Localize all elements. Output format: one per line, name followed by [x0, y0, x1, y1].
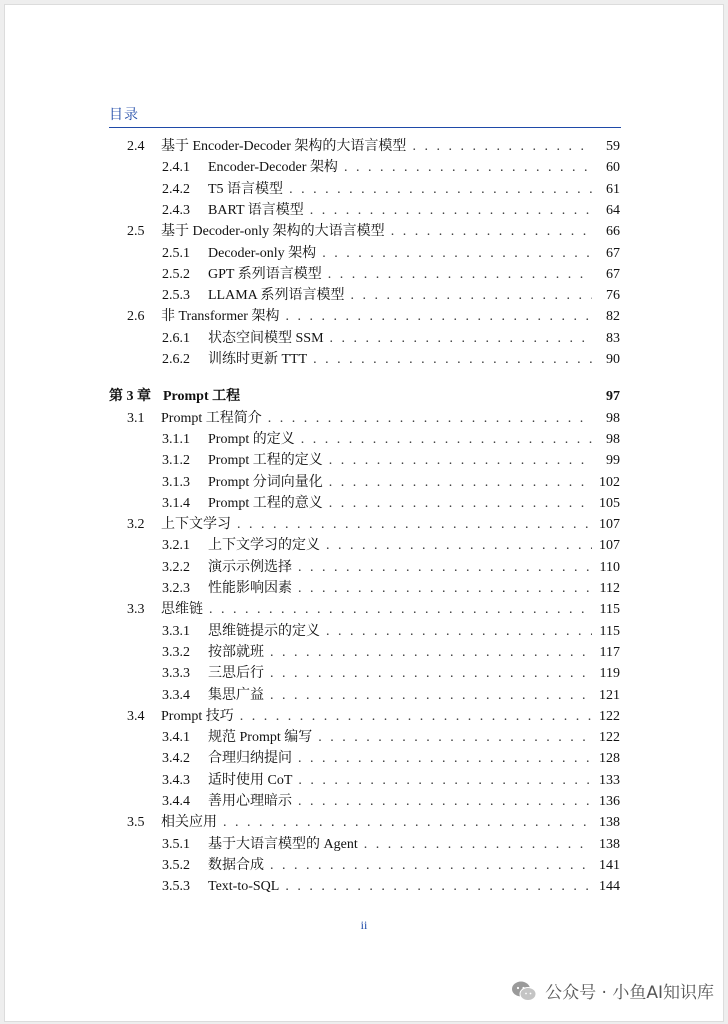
toc-entry-page: 141 [599, 857, 620, 873]
toc-entry-page: 83 [606, 330, 620, 346]
toc-dot-leader [289, 180, 592, 200]
toc-entry-number: 3.3.4 [162, 687, 190, 703]
toc-entry[interactable] [162, 856, 620, 876]
page-number: ii [360, 918, 368, 932]
toc-entry-number: 3.3 [127, 602, 145, 618]
toc-entry-title: Prompt 工程 [163, 389, 241, 405]
toc-entry-title: 上下文学习 [161, 517, 231, 533]
wechat-icon [511, 980, 537, 1002]
toc-entry[interactable] [127, 813, 620, 833]
toc-dot-leader [270, 856, 592, 876]
toc-dot-leader [344, 158, 592, 178]
toc-dot-leader [328, 265, 592, 285]
watermark-text: 公众号 · 小鱼AI知识库 [545, 983, 714, 1003]
toc-entry-page: 67 [606, 266, 620, 282]
toc-entry-page: 136 [599, 794, 620, 809]
header-rule [109, 127, 621, 128]
toc-entry-title: GPT 系列语言模型 [208, 266, 322, 282]
toc-entry-number: 2.4 [127, 139, 145, 154]
toc-dot-leader [268, 409, 592, 429]
toc-entry-page: 61 [606, 181, 620, 197]
toc-entry-title: 数据合成 [208, 857, 264, 873]
toc-entry-page: 144 [599, 879, 620, 895]
toc-dot-leader [322, 244, 592, 264]
toc-entry-title: Prompt 的定义 [208, 431, 295, 447]
toc-entry[interactable] [162, 201, 620, 221]
toc-entry[interactable] [127, 137, 620, 157]
toc-entry-number: 3.2 [127, 517, 145, 533]
toc-entry-title: Text-to-SQL [208, 879, 280, 895]
toc-entry[interactable] [127, 307, 620, 327]
toc-entry-number: 3.2.1 [162, 538, 190, 554]
toc-entry[interactable] [127, 600, 620, 620]
toc-entry[interactable] [162, 558, 620, 578]
toc-entry-title: Prompt 工程的定义 [208, 453, 323, 469]
toc-dot-leader [329, 473, 592, 493]
toc-entry-title: 基于大语言模型的 Agent [208, 836, 358, 852]
toc-entry-title: 基于 Encoder-Decoder 架构的大语言模型 [161, 139, 407, 154]
toc-entry-title: Encoder-Decoder 架构 [208, 160, 338, 176]
toc-entry[interactable] [162, 430, 620, 450]
toc-entry-number: 3.3.2 [162, 644, 190, 660]
toc-entry[interactable] [162, 286, 620, 306]
toc-entry-page: 98 [606, 431, 620, 447]
toc-dot-leader [301, 430, 592, 450]
toc-entry-title: 按部就班 [208, 644, 264, 660]
toc-entry-title: 非 Transformer 架构 [161, 309, 280, 325]
toc-entry-page: 117 [599, 644, 620, 660]
toc-entry-page: 122 [599, 730, 620, 746]
toc-dot-leader [237, 515, 592, 535]
toc-entry[interactable] [162, 494, 620, 514]
toc-entry-page: 133 [599, 772, 620, 788]
toc-entry-page: 98 [606, 410, 620, 426]
toc-entry-title: 三思后行 [208, 666, 264, 682]
watermark [511, 978, 714, 1003]
toc-entry[interactable] [162, 749, 620, 769]
toc-entry[interactable] [127, 515, 620, 535]
toc-entry[interactable] [162, 265, 620, 285]
toc-entry-number: 3.1.2 [162, 453, 190, 469]
toc-entry-number: 2.6 [127, 309, 145, 325]
toc-entry-title: 基于 Decoder-only 架构的大语言模型 [161, 224, 385, 240]
toc-entry-page: 66 [606, 224, 620, 240]
toc-entry[interactable] [162, 158, 620, 178]
toc-dot-leader [285, 307, 592, 327]
toc-entry-number: 2.4.3 [162, 202, 190, 218]
toc-dot-leader [351, 286, 593, 306]
toc-entry-title: LLAMA 系列语言模型 [208, 288, 345, 304]
toc-entry-page: 121 [599, 687, 620, 703]
toc-dot-leader [310, 201, 592, 221]
toc-entry[interactable] [162, 350, 620, 370]
toc-entry-number: 3.4.1 [162, 730, 190, 746]
toc-entry-number: 3.1.3 [162, 474, 190, 490]
toc-entry-title: 相关应用 [161, 815, 217, 831]
toc-dot-leader [298, 579, 592, 599]
toc-entry-title: 集思广益 [208, 687, 264, 703]
toc-entry-title: Prompt 分词向量化 [208, 474, 323, 490]
toc-entry-page: 64 [606, 202, 620, 218]
toc-dot-leader [412, 137, 592, 157]
toc-entry[interactable] [162, 877, 620, 897]
toc-entry-title: BART 语言模型 [208, 202, 304, 218]
toc-entry-page: 107 [599, 517, 620, 533]
toc-dot-leader [270, 643, 592, 663]
toc-entry-title: Prompt 工程的意义 [208, 495, 323, 511]
toc-entry-number: 3.1.4 [162, 495, 190, 511]
toc-entry-title: 演示示例选择 [208, 559, 292, 575]
toc-entry-title: 规范 Prompt 编写 [208, 730, 313, 746]
toc-entry[interactable] [162, 244, 620, 264]
toc-entry-title: 善用心理暗示 [208, 794, 292, 809]
toc-entry[interactable] [162, 329, 620, 349]
toc-entry-title: Prompt 工程简介 [161, 410, 262, 426]
toc-entry-number: 3.4.3 [162, 772, 190, 788]
toc-entry[interactable] [162, 536, 620, 556]
toc-entry-page: 82 [606, 309, 620, 325]
toc-entry-page: 90 [606, 352, 620, 367]
toc-dot-leader [270, 686, 592, 706]
toc-entry-page: 107 [599, 538, 620, 554]
toc-entry[interactable] [127, 707, 620, 727]
toc-entry-number: 2.6.1 [162, 330, 190, 346]
toc-entry-number: 3.5.2 [162, 857, 190, 873]
toc-entry-page: 105 [599, 495, 620, 511]
document-page [4, 4, 724, 1022]
toc-entry-number: 3.4 [127, 708, 145, 724]
toc-dot-leader [364, 835, 592, 855]
toc-entry-number: 3.2.3 [162, 581, 190, 596]
toc-entry[interactable] [162, 180, 620, 200]
toc-entry-number: 3.5 [127, 815, 145, 831]
toc-entry-page: 59 [606, 139, 620, 154]
toc-entry-page: 110 [599, 559, 620, 575]
toc-entry-page: 119 [599, 666, 620, 682]
toc-entry-number: 第 3 章 [109, 389, 151, 405]
toc-dot-leader [209, 600, 592, 620]
toc-entry-page: 97 [606, 389, 620, 405]
toc-entry-title: 合理归纳提问 [208, 751, 292, 767]
toc-entry[interactable] [162, 473, 620, 493]
toc-dot-leader [298, 771, 592, 791]
toc-entry-number: 3.5.1 [162, 836, 190, 852]
toc-dot-leader [285, 877, 592, 897]
toc-entry-number: 3.4.2 [162, 751, 190, 767]
toc-entry-title: 适时使用 CoT [208, 772, 293, 788]
toc-entry-page: 99 [606, 453, 620, 469]
toc-dot-leader [313, 350, 592, 370]
toc-entry-number: 3.3.1 [162, 623, 190, 639]
toc-entry[interactable] [162, 579, 620, 599]
toc-entry-number: 2.4.1 [162, 160, 190, 176]
toc-entry[interactable] [162, 664, 620, 684]
toc-dot-leader [298, 558, 592, 578]
toc-entry-number: 3.3.3 [162, 666, 190, 682]
toc-entry-title: T5 语言模型 [208, 181, 284, 197]
page-header-title: 目录 [109, 108, 139, 123]
toc-entry-page: 115 [599, 602, 620, 618]
toc-entry-page: 102 [599, 474, 620, 490]
toc-entry[interactable] [162, 792, 620, 812]
toc-dot-leader [391, 222, 592, 242]
toc-dot-leader [330, 329, 592, 349]
toc-entry-title: 上下文学习的定义 [208, 538, 320, 554]
toc-entry[interactable] [127, 222, 620, 242]
toc-entry-number: 3.1 [127, 410, 145, 426]
toc-entry-page: 128 [599, 751, 620, 767]
toc-entry-number: 2.5.3 [162, 288, 190, 304]
toc-entry-number: 3.4.4 [162, 794, 190, 809]
toc-entry-number: 3.2.2 [162, 559, 190, 575]
toc-entry-title: 思维链 [161, 602, 203, 618]
toc-entry-page: 112 [599, 581, 620, 596]
toc-entry-number: 2.6.2 [162, 352, 190, 367]
toc-entry-page: 76 [606, 288, 620, 304]
toc-dot-leader [240, 707, 592, 727]
toc-entry-page: 138 [599, 836, 620, 852]
toc-entry-title: 思维链提示的定义 [208, 623, 320, 639]
toc-entry-title: 性能影响因素 [208, 581, 292, 596]
toc-dot-leader [329, 451, 592, 471]
toc-chapter-entry[interactable] [109, 387, 620, 407]
toc-dot-leader [326, 536, 592, 556]
toc-entry[interactable] [162, 771, 620, 791]
toc-dot-leader [326, 622, 592, 642]
toc-dot-leader [298, 792, 592, 812]
toc-entry[interactable] [162, 643, 620, 663]
toc-entry[interactable] [162, 728, 620, 748]
toc-dot-leader [298, 749, 592, 769]
toc-dot-leader [318, 728, 592, 748]
toc-entry[interactable] [162, 686, 620, 706]
toc-entry-page: 122 [599, 708, 620, 724]
toc-entry-title: Prompt 技巧 [161, 708, 234, 724]
toc-entry-title: 训练时更新 TTT [208, 352, 308, 367]
toc-entry-title: 状态空间模型 SSM [208, 330, 324, 346]
toc-dot-leader [329, 494, 592, 514]
toc-entry-page: 60 [606, 160, 620, 176]
toc-entry-page: 115 [599, 623, 620, 639]
toc-entry-number: 2.5.2 [162, 266, 190, 282]
toc-entry-number: 2.5.1 [162, 245, 190, 261]
toc-entry-number: 3.5.3 [162, 879, 190, 895]
toc-entry[interactable] [127, 409, 620, 429]
toc-dot-leader [270, 664, 592, 684]
toc-entry[interactable] [162, 451, 620, 471]
toc-entry-number: 2.4.2 [162, 181, 190, 197]
toc-entry-page: 138 [599, 815, 620, 831]
toc-entry[interactable] [162, 835, 620, 855]
toc-entry[interactable] [162, 622, 620, 642]
toc-entry-number: 2.5 [127, 224, 145, 240]
toc-entry-number: 3.1.1 [162, 431, 190, 447]
toc-entry-page: 67 [606, 245, 620, 261]
toc-entry-title: Decoder-only 架构 [208, 245, 317, 261]
toc-dot-leader [223, 813, 592, 833]
